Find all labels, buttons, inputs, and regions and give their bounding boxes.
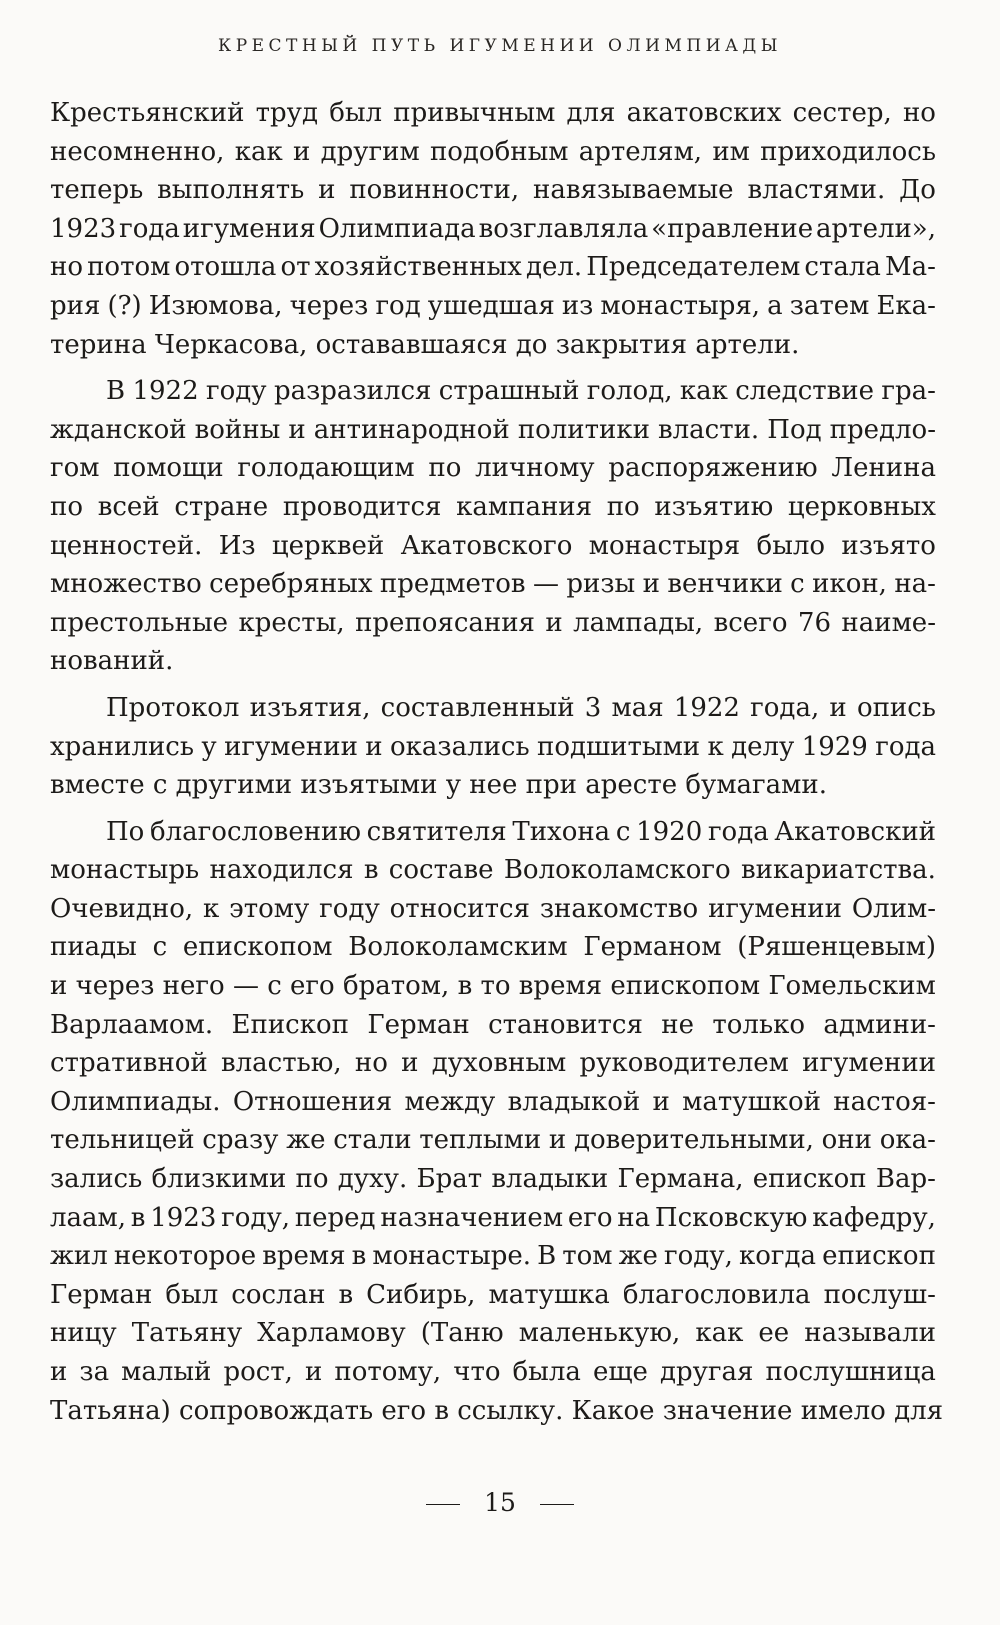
text-line: несомненно, как и другим подобным артелям, им приходилось <box>50 136 936 167</box>
page-footer <box>0 1488 1000 1517</box>
text-line: жданской войны и антинародной политики власти. Под предло- <box>50 414 936 445</box>
text-line: лаам, в 1923 году, перед назначением его на Псковскую кафедру, <box>50 1202 936 1233</box>
text-line: 1923 года игумения Олимпиада возглавляла «правление артели», <box>50 213 936 244</box>
text-line: престольные кресты, препоясания и лампады, всего 76 наиме- <box>50 607 936 638</box>
text-line: нований. <box>50 646 174 677</box>
text-line: множество серебряных предметов — ризы и венчики с икон, на- <box>50 569 936 600</box>
text-line: По благословению святителя Тихона с 1920 года Акатовский <box>106 816 936 847</box>
paragraph <box>50 94 936 364</box>
paragraph <box>50 689 936 805</box>
text-line: ницу Татьяну Харламову (Таню маленькую, как ее называли <box>50 1318 936 1349</box>
text-line: по всей стране проводится кампания по изъятию церковных <box>50 491 936 522</box>
text-line: хранились у игумении и оказались подшитыми к делу 1929 года <box>50 731 936 762</box>
paragraph <box>50 813 944 1431</box>
text-line: монастырь находился в составе Волоколамского викариатства. <box>50 855 936 886</box>
text-line: Герман был сослан в Сибирь, матушка благословила послуш- <box>50 1279 936 1310</box>
paragraph-gap <box>50 364 936 372</box>
text-line: но потом отошла от хозяйственных дел. Председателем стала Ма- <box>50 252 936 283</box>
text-line: гом помощи голодающим по личному распоряжению Ленина <box>50 453 936 484</box>
text-line: и за малый рост, и потому, что была еще другая послушница <box>50 1357 936 1387</box>
text-line: стративной властью, но и духовным руководителем игумении <box>50 1048 936 1079</box>
text-line: терина Черкасова, остававшаяся до закрытия артели. <box>50 329 800 360</box>
body-text <box>50 94 944 1430</box>
text-line: Варлаамом. Епископ Герман становится не только админи- <box>50 1009 936 1040</box>
text-line: тельницей сразу же стали теплыми и доверительными, они ока- <box>50 1125 936 1156</box>
text-line: В 1922 году разразился страшный голод, как следствие гра- <box>106 376 936 407</box>
running-header: КРЕСТНЫЙ ПУТЬ ИГУМЕНИИ ОЛИМПИАДЫ <box>218 36 782 56</box>
text-line: и через него — с его братом, в то время епископом Гомельским <box>50 971 936 1002</box>
text-line: Протокол изъятия, составленный 3 мая 1922 года, и опись <box>106 692 936 723</box>
page-number: 15 <box>484 1488 516 1517</box>
text-line: Татьяна) сопровождать его в ссылку. Какое значение имело для <box>50 1395 944 1426</box>
text-line: ценностей. Из церквей Акатовского монастыря было изъято <box>50 530 936 561</box>
footer-dash-left <box>426 1504 460 1505</box>
paragraph-gap <box>50 681 936 689</box>
text-line: Очевидно, к этому году относится знакомство игумении Олим- <box>50 893 936 924</box>
footer-dash-right <box>540 1504 574 1505</box>
text-line: Олимпиады. Отношения между владыкой и матушкой настоя- <box>50 1086 936 1117</box>
text-line: пиады с епископом Волоколамским Германом (Ряшенцевым) <box>50 932 936 963</box>
text-line: рия (?) Изюмова, через год ушедшая из монастыря, а затем Ека- <box>50 290 936 321</box>
paragraph-gap <box>50 805 936 813</box>
text-line: жил некоторое время в монастыре. В том же году, когда епископ <box>50 1241 936 1272</box>
text-line: зались близкими по духу. Брат владыки Германа, епископ Вар- <box>50 1164 936 1195</box>
text-line: теперь выполнять и повинности, навязываемые властями. До <box>50 175 936 206</box>
text-line: Крестьянский труд был привычным для акатовских сестер, но <box>50 98 936 128</box>
paragraph <box>50 372 936 681</box>
text-line: вместе с другими изъятыми у нее при аресте бумагами. <box>50 770 827 801</box>
